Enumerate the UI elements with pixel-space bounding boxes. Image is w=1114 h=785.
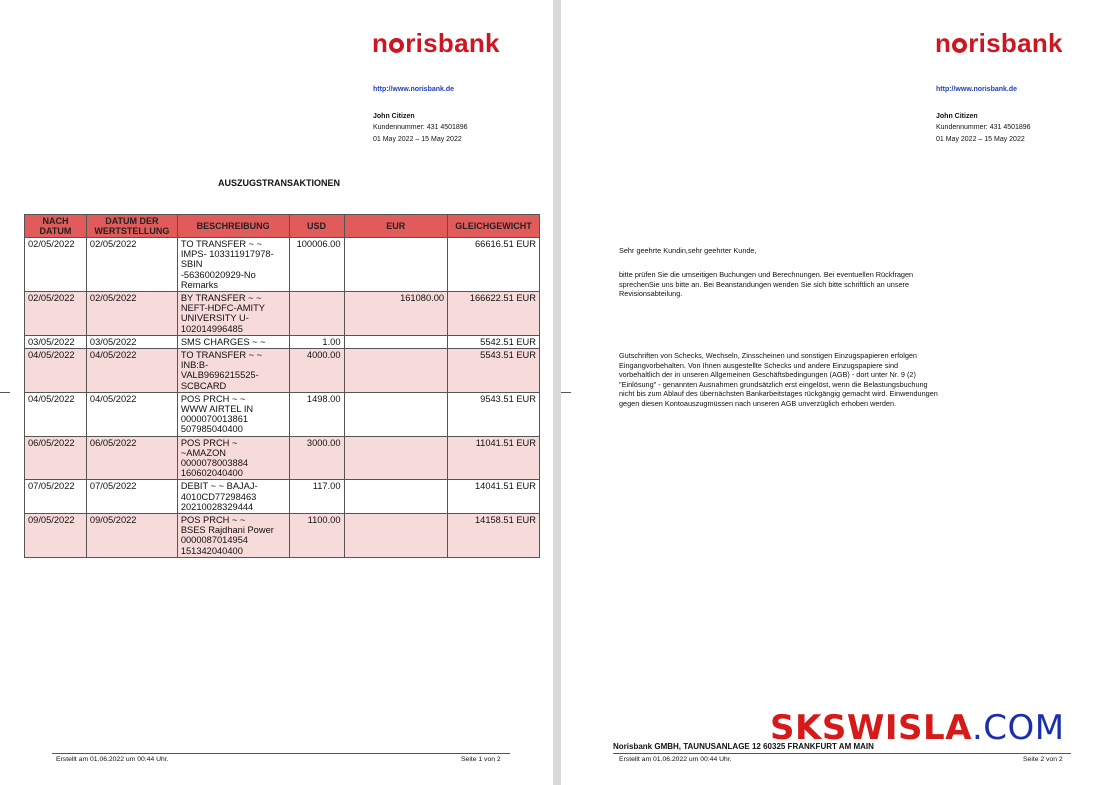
cell-eur (344, 335, 448, 348)
cell-date: 06/05/2022 (25, 436, 87, 480)
column-header: NACH DATUM (25, 215, 87, 238)
norisbank-logo: n risbank (372, 28, 500, 58)
cell-usd: 4000.00 (289, 349, 344, 393)
table-row (25, 349, 540, 393)
transactions-title: AUSZUGSTRANSAKTIONEN (218, 178, 341, 188)
cell-usd: 100006.00 (289, 238, 344, 292)
cell-eur (344, 349, 448, 393)
table-row (25, 480, 540, 514)
letter-paragraph-2: Gutschriften von Schecks, Wechseln, Zinsscheinen und sonstigen Einzugspapieren erfolgen Eingangvorbehalten. Von Ihnen ausgestellte Schecks und andere Einzugspapiere sind vorbehaltlich der in unseren Allgemeinen Geschäftsbedingungen (AGB) - dort unter Nr. 9 (2) "Einlösung" - genannten Ausnahmen grundsätzlich erst eingelöst, wenn die Belastungsbuchung nicht bis zum Ablauf des übernächsten Bankarbeitstages rückgängig gemacht wird. Einwendungen gegen diesen Kontoauszugmüssen nach unseren AGB unverzüglich erhoben werden. (619, 351, 938, 408)
cell-usd (289, 292, 344, 336)
table-row (25, 292, 540, 336)
cell-date: 02/05/2022 (25, 292, 87, 336)
cell-value-date: 09/05/2022 (86, 514, 177, 558)
column-header: BESCHREIBUNG (177, 215, 289, 238)
customer-name: John Citizen (936, 113, 978, 120)
statement-page-2 (561, 0, 1114, 785)
cell-date: 09/05/2022 (25, 514, 87, 558)
cell-eur: 161080.00 (344, 292, 448, 336)
table-row (25, 514, 540, 558)
cell-balance: 14041.51 EUR (448, 480, 540, 514)
cell-description: DEBIT ~ ~ BAJAJ- 4010CD77298463 20210028329444 (177, 480, 289, 514)
customer-number: Kundennummer: 431 4501896 (936, 124, 1031, 131)
cell-description: BY TRANSFER ~ ~ NEFT-HDFC-AMITY UNIVERSITY U- 102014996485 (177, 292, 289, 336)
cell-value-date: 06/05/2022 (86, 436, 177, 480)
bank-url[interactable]: http://www.norisbank.de (936, 86, 1018, 93)
bank-url[interactable]: http://www.norisbank.de (373, 86, 455, 93)
column-header: EUR (344, 215, 448, 238)
cell-date: 02/05/2022 (25, 238, 87, 292)
cell-date: 07/05/2022 (25, 480, 87, 514)
footer-divider (613, 753, 1071, 754)
cell-balance: 11041.51 EUR (448, 436, 540, 480)
table-row (25, 335, 540, 348)
cell-eur (344, 436, 448, 480)
fold-mark (561, 392, 571, 393)
cell-description: TO TRANSFER ~ ~ IMPS- 103311917978- SBIN -56360020929-No Remarks (177, 238, 289, 292)
statement-period: 01 May 2022 – 15 May 2022 (373, 136, 462, 143)
cell-value-date: 02/05/2022 (86, 238, 177, 292)
cell-eur (344, 514, 448, 558)
cell-description: POS PRCH ~ ~AMAZON 0000078003884 160602040400 (177, 436, 289, 480)
cell-usd: 3000.00 (289, 436, 344, 480)
letter-greeting: Sehr geehrte Kundin,sehr geehrter Kunde, (619, 246, 757, 255)
statement-page-1 (0, 0, 553, 785)
cell-balance: 9543.51 EUR (448, 392, 540, 436)
norisbank-logo: n risbank (935, 28, 1063, 58)
cell-usd: 1498.00 (289, 392, 344, 436)
cell-description: SMS CHARGES ~ ~ (177, 335, 289, 348)
column-header: GLEICHGEWICHT (448, 215, 540, 238)
statement-period: 01 May 2022 – 15 May 2022 (936, 136, 1025, 143)
table-row (25, 436, 540, 480)
table-row (25, 392, 540, 436)
cell-description: POS PRCH ~ ~ BSES Rajdhani Power 0000087014954 151342040400 (177, 514, 289, 558)
cell-value-date: 04/05/2022 (86, 349, 177, 393)
cell-date: 04/05/2022 (25, 349, 87, 393)
cell-balance: 14158.51 EUR (448, 514, 540, 558)
cell-eur (344, 238, 448, 292)
column-header: USD (289, 215, 344, 238)
cell-value-date: 07/05/2022 (86, 480, 177, 514)
cell-usd: 1100.00 (289, 514, 344, 558)
footer-created: Erstellt am 01.06.2022 um 00:44 Uhr. (56, 756, 169, 763)
watermark: SKSWISLA.COM (770, 708, 1065, 748)
footer-created: Erstellt am 01.06.2022 um 00:44 Uhr. (619, 756, 732, 763)
cell-balance: 166622.51 EUR (448, 292, 540, 336)
customer-name: John Citizen (373, 113, 415, 120)
cell-description: TO TRANSFER ~ ~ INB:B- VALB9696215525- SCBCARD (177, 349, 289, 393)
transactions-table (24, 214, 540, 558)
footer-divider (52, 753, 510, 754)
cell-balance: 5543.51 EUR (448, 349, 540, 393)
cell-value-date: 02/05/2022 (86, 292, 177, 336)
cell-value-date: 03/05/2022 (86, 335, 177, 348)
cell-date: 03/05/2022 (25, 335, 87, 348)
cell-eur (344, 480, 448, 514)
logo-dot-icon (952, 38, 967, 53)
cell-balance: 5542.51 EUR (448, 335, 540, 348)
cell-balance: 66616.51 EUR (448, 238, 540, 292)
cell-value-date: 04/05/2022 (86, 392, 177, 436)
letter-paragraph-1: bitte prüfen Sie die umseitigen Buchungen und Berechnungen. Bei eventuellen Rückfragen sprechenSie uns bitte an. Bei Beanstandungen wenden Sie sich bitte schriftlich an unsere Revisionsabteilung. (619, 270, 914, 299)
cell-usd: 1.00 (289, 335, 344, 348)
cell-usd: 117.00 (289, 480, 344, 514)
table-row (25, 238, 540, 292)
company-address: Norisbank GMBH, TAUNUSANLAGE 12 60325 FRANKFURT AM MAIN (613, 742, 874, 751)
fold-mark (0, 392, 10, 393)
table-header-row (25, 215, 540, 238)
footer-page-number: Seite 2 von 2 (1023, 756, 1063, 763)
cell-eur (344, 392, 448, 436)
cell-description: POS PRCH ~ ~ WWW AIRTEL IN 0000070013861 507985040400 (177, 392, 289, 436)
customer-number: Kundennummer: 431 4501896 (373, 124, 468, 131)
logo-dot-icon (389, 38, 404, 53)
cell-date: 04/05/2022 (25, 392, 87, 436)
footer-page-number: Seite 1 von 2 (461, 756, 501, 763)
column-header: DATUM DER WERTSTELLUNG (86, 215, 177, 238)
